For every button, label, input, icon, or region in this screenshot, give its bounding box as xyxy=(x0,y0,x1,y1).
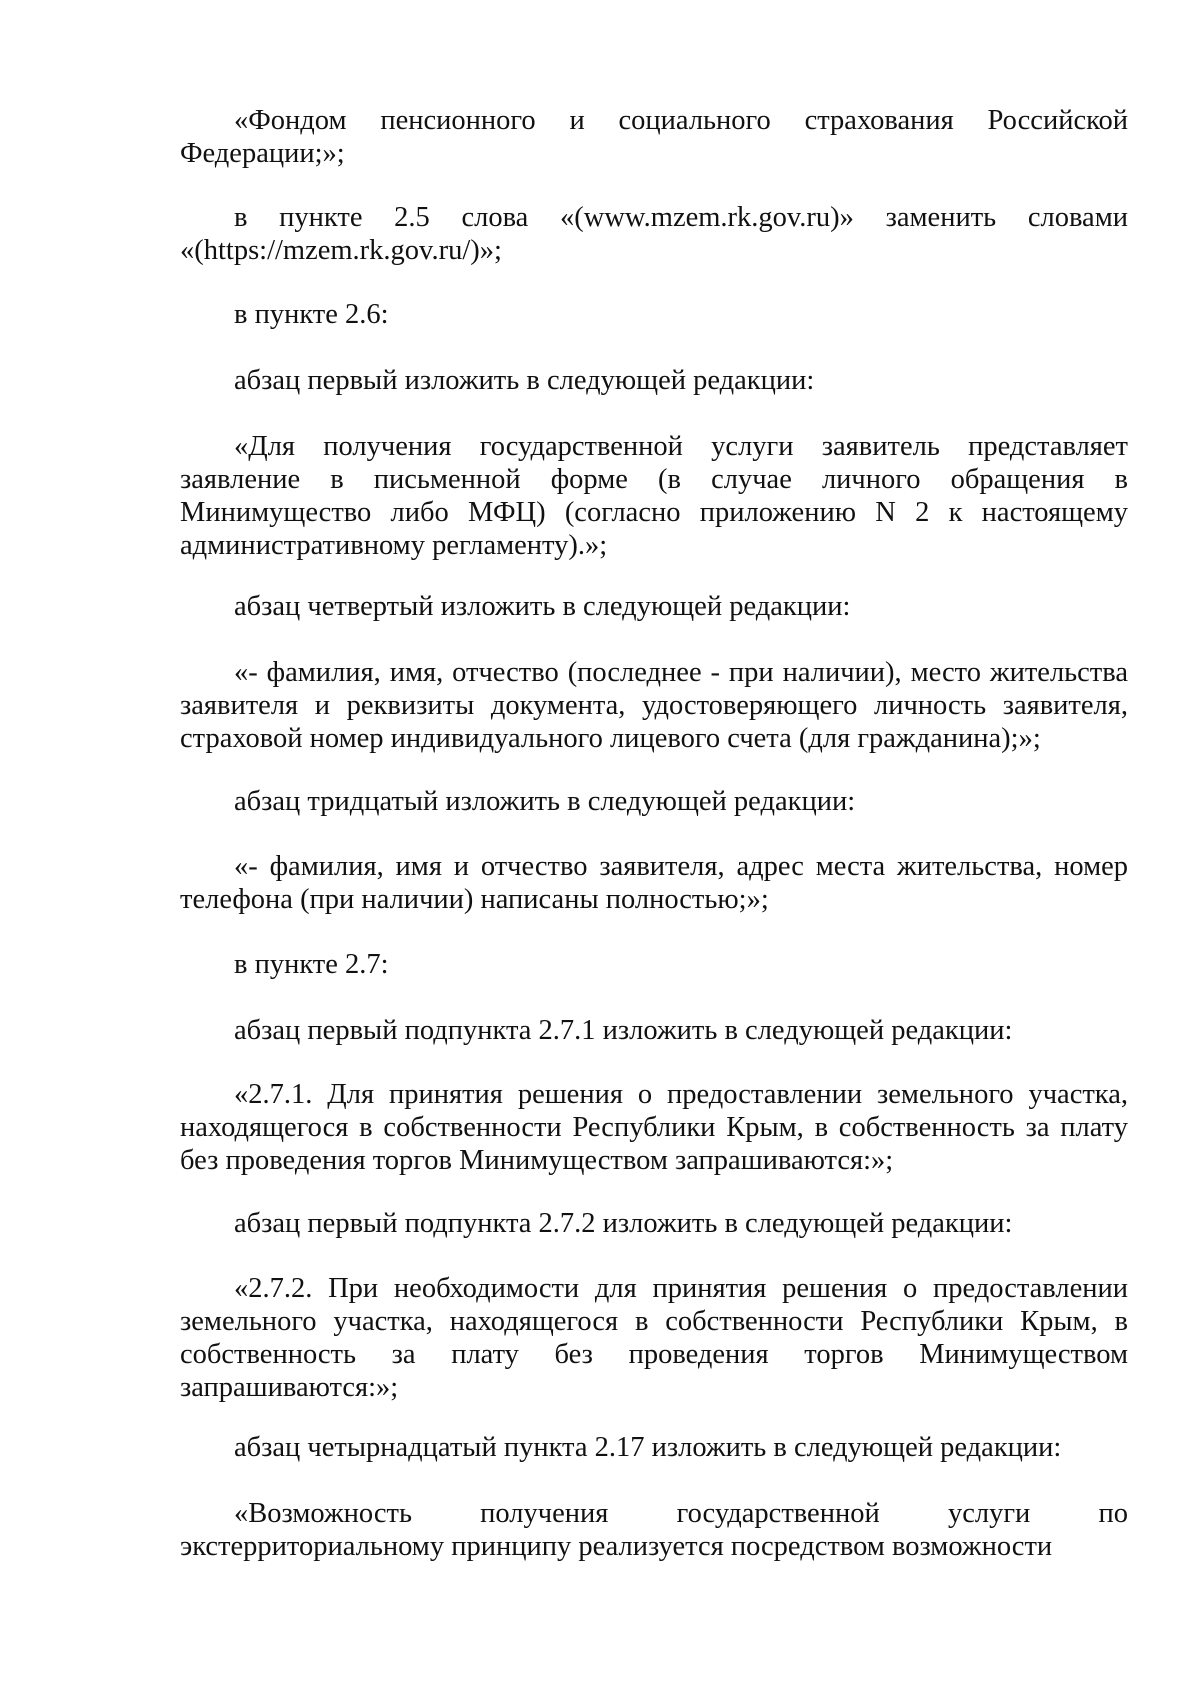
paragraph-thirtieth-abzac: абзац тридцатый изложить в следующей редакции: xyxy=(234,786,856,817)
paragraph-name-address: «- фамилия, имя и отчество заявителя, адрес места жительства, номер телефона (при наличии) написаны полностью;»; xyxy=(180,851,1128,915)
paragraph-applicant-details: «- фамилия, имя, отчество (последнее - при наличии), место жительства заявителя и реквизиты документа, удостоверяющего личность заявителя, страховой номер индивидуального лицевого счета (для гражданина);»; xyxy=(180,657,1128,754)
paragraph-extraterritorial: «Возможность получения государственной услуги по экстерриториальному принципу реализуется посредством возможности xyxy=(180,1498,1128,1562)
paragraph-subpoint-2-7-2: «2.7.2. При необходимости для принятия решения о предоставлении земельного участка, находящегося в собственности Республики Крым, в собственность за плату без проведения торгов Минимуществом запрашиваются:»; xyxy=(180,1273,1128,1403)
paragraph-application-form: «Для получения государственной услуги заявитель представляет заявление в письменной форме (в случае личного обращения в Минимущество либо МФЦ) (согласно приложению N 2 к настоящему административному регламенту).»; xyxy=(180,431,1128,561)
paragraph-point-2-5: в пункте 2.5 слова «(www.mzem.rk.gov.ru)» заменить словами «(https://mzem.rk.gov.ru/)»; xyxy=(180,202,1128,266)
paragraph-point-2-6: в пункте 2.6: xyxy=(234,299,389,330)
paragraph-fund-name: «Фондом пенсионного и социального страхования Российской Федерации;»; xyxy=(180,105,1128,169)
paragraph-subpoint-2-7-1-intro: абзац первый подпункта 2.7.1 изложить в следующей редакции: xyxy=(234,1015,1013,1046)
paragraph-first-abzac: абзац первый изложить в следующей редакции: xyxy=(234,365,815,396)
paragraph-fourth-abzac: абзац четвертый изложить в следующей редакции: xyxy=(234,591,851,622)
paragraph-subpoint-2-7-2-intro: абзац первый подпункта 2.7.2 изложить в следующей редакции: xyxy=(234,1208,1013,1239)
paragraph-subpoint-2-7-1: «2.7.1. Для принятия решения о предоставлении земельного участка, находящегося в собственности Республики Крым, в собственность за плату без проведения торгов Минимуществом запрашиваются:»; xyxy=(180,1079,1128,1176)
paragraph-point-2-17-intro: абзац четырнадцатый пункта 2.17 изложить в следующей редакции: xyxy=(234,1432,1062,1463)
paragraph-point-2-7: в пункте 2.7: xyxy=(234,949,389,980)
